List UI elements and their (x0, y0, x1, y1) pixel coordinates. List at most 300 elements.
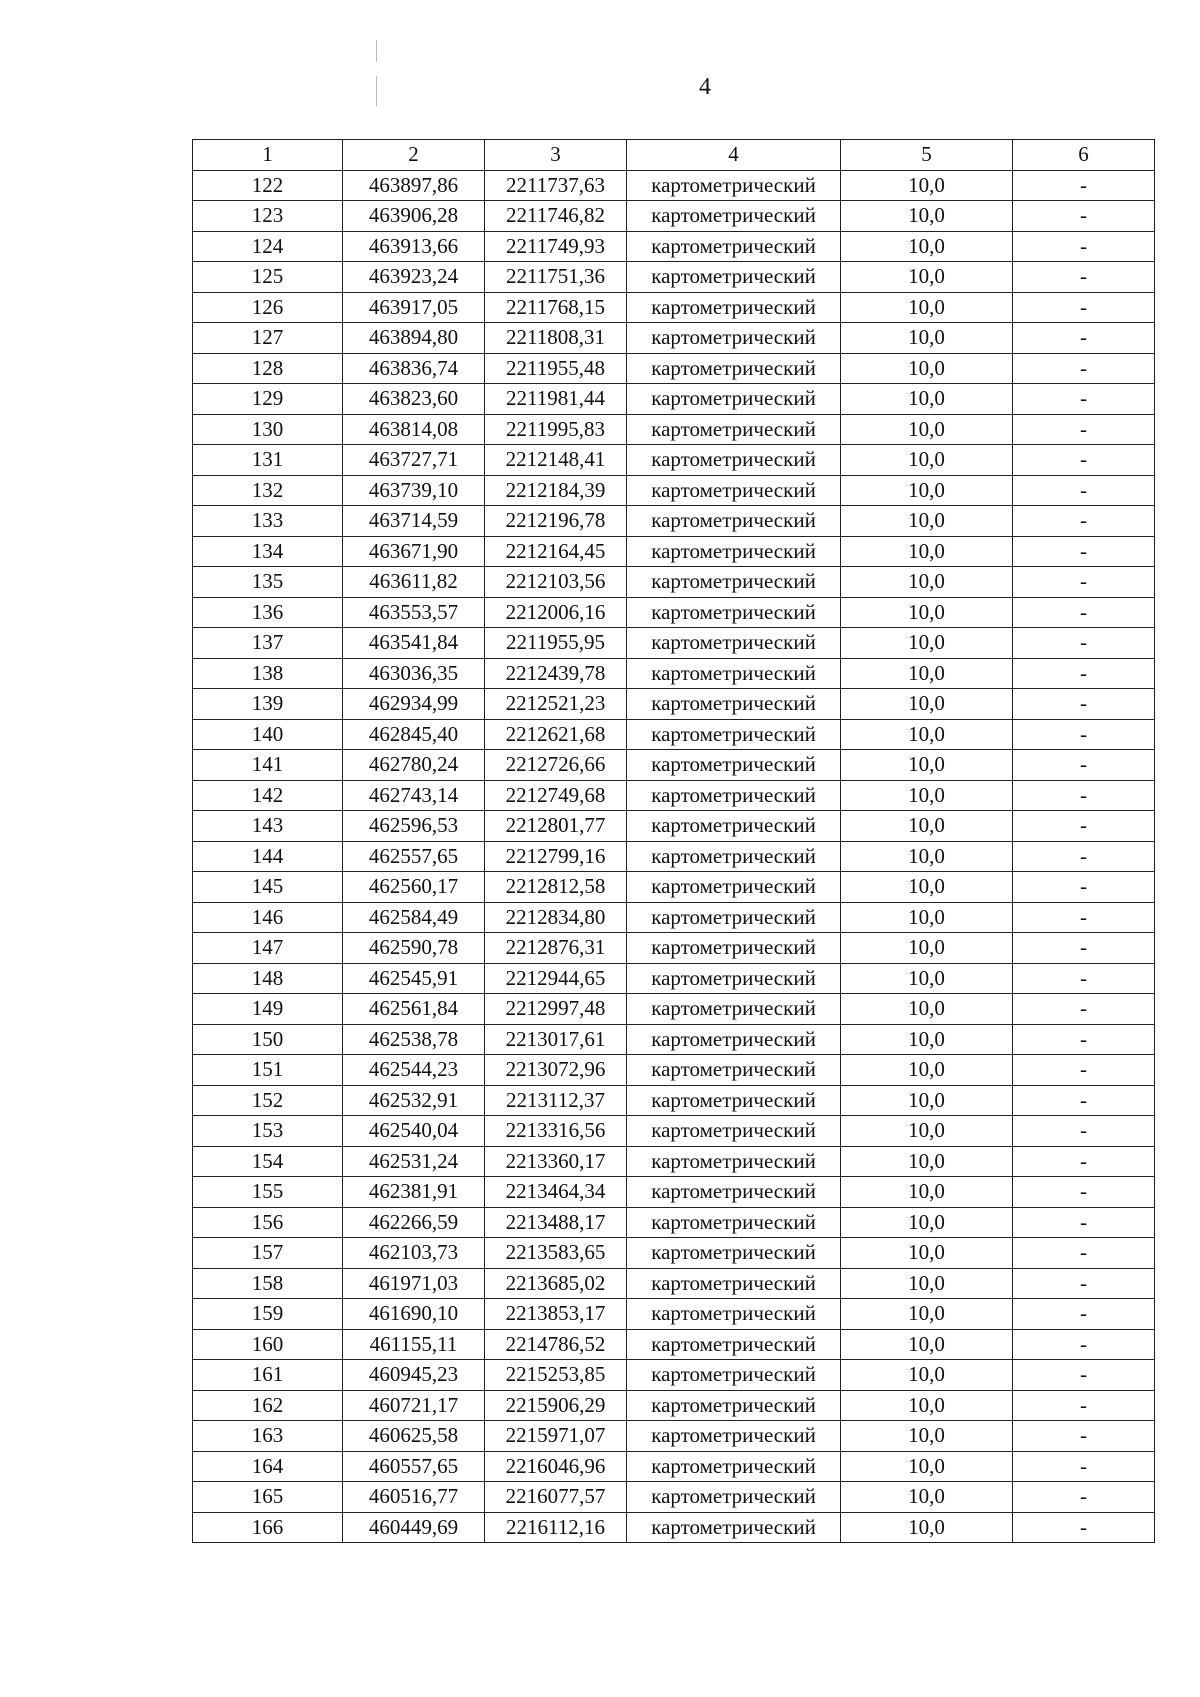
method-cell: картометрический (627, 1451, 841, 1482)
table-row (193, 1329, 1155, 1360)
note-cell: - (1013, 384, 1155, 415)
method-cell: картометрический (627, 567, 841, 598)
method-cell: картометрический (627, 262, 841, 293)
y-coordinate-cell: 2215253,85 (485, 1360, 627, 1391)
note-cell: - (1013, 1360, 1155, 1391)
accuracy-cell: 10,0 (841, 1116, 1013, 1147)
method-cell: картометрический (627, 719, 841, 750)
point-number-cell: 161 (193, 1360, 343, 1391)
point-number-cell: 126 (193, 292, 343, 323)
x-coordinate-cell: 460557,65 (343, 1451, 485, 1482)
x-coordinate-cell: 461971,03 (343, 1268, 485, 1299)
scan-artifact-line (376, 76, 377, 106)
point-number-cell: 127 (193, 323, 343, 354)
table-row (193, 1055, 1155, 1086)
method-cell: картометрический (627, 933, 841, 964)
method-cell: картометрический (627, 1085, 841, 1116)
table-row (193, 872, 1155, 903)
method-cell: картометрический (627, 841, 841, 872)
accuracy-cell: 10,0 (841, 1390, 1013, 1421)
x-coordinate-cell: 462531,24 (343, 1146, 485, 1177)
table-row (193, 811, 1155, 842)
note-cell: - (1013, 628, 1155, 659)
method-cell: картометрический (627, 872, 841, 903)
accuracy-cell: 10,0 (841, 1207, 1013, 1238)
method-cell: картометрический (627, 1329, 841, 1360)
table-row (193, 689, 1155, 720)
x-coordinate-cell: 462596,53 (343, 811, 485, 842)
y-coordinate-cell: 2212148,41 (485, 445, 627, 476)
accuracy-cell: 10,0 (841, 994, 1013, 1025)
note-cell: - (1013, 262, 1155, 293)
table-row (193, 414, 1155, 445)
x-coordinate-cell: 463727,71 (343, 445, 485, 476)
table-row (193, 201, 1155, 232)
note-cell: - (1013, 658, 1155, 689)
note-cell: - (1013, 170, 1155, 201)
method-cell: картометрический (627, 597, 841, 628)
note-cell: - (1013, 841, 1155, 872)
table-row (193, 475, 1155, 506)
table-row (193, 384, 1155, 415)
x-coordinate-cell: 463836,74 (343, 353, 485, 384)
x-coordinate-cell: 463906,28 (343, 201, 485, 232)
table-row (193, 994, 1155, 1025)
method-cell: картометрический (627, 780, 841, 811)
y-coordinate-cell: 2213112,37 (485, 1085, 627, 1116)
accuracy-cell: 10,0 (841, 628, 1013, 659)
point-number-cell: 160 (193, 1329, 343, 1360)
note-cell: - (1013, 1268, 1155, 1299)
note-cell: - (1013, 1451, 1155, 1482)
method-cell: картометрический (627, 384, 841, 415)
accuracy-cell: 10,0 (841, 902, 1013, 933)
note-cell: - (1013, 475, 1155, 506)
table-row (193, 1207, 1155, 1238)
y-coordinate-cell: 2212834,80 (485, 902, 627, 933)
accuracy-cell: 10,0 (841, 567, 1013, 598)
table-row (193, 1268, 1155, 1299)
table-row (193, 231, 1155, 262)
x-coordinate-cell: 463611,82 (343, 567, 485, 598)
point-number-cell: 130 (193, 414, 343, 445)
table-row (193, 323, 1155, 354)
accuracy-cell: 10,0 (841, 1268, 1013, 1299)
y-coordinate-cell: 2211737,63 (485, 170, 627, 201)
y-coordinate-cell: 2211751,36 (485, 262, 627, 293)
accuracy-cell: 10,0 (841, 597, 1013, 628)
method-cell: картометрический (627, 1024, 841, 1055)
scan-artifact-line (376, 40, 377, 62)
note-cell: - (1013, 933, 1155, 964)
note-cell: - (1013, 1390, 1155, 1421)
method-cell: картометрический (627, 811, 841, 842)
x-coordinate-cell: 462103,73 (343, 1238, 485, 1269)
table-row (193, 1512, 1155, 1543)
page-number: 4 (699, 74, 711, 100)
accuracy-cell: 10,0 (841, 689, 1013, 720)
point-number-cell: 124 (193, 231, 343, 262)
method-cell: картометрический (627, 902, 841, 933)
table-row (193, 719, 1155, 750)
method-cell: картометрический (627, 658, 841, 689)
y-coordinate-cell: 2212799,16 (485, 841, 627, 872)
point-number-cell: 152 (193, 1085, 343, 1116)
table-row (193, 963, 1155, 994)
y-coordinate-cell: 2212812,58 (485, 872, 627, 903)
table-row (193, 292, 1155, 323)
y-coordinate-cell: 2212103,56 (485, 567, 627, 598)
note-cell: - (1013, 597, 1155, 628)
x-coordinate-cell: 462266,59 (343, 1207, 485, 1238)
accuracy-cell: 10,0 (841, 1421, 1013, 1452)
note-cell: - (1013, 811, 1155, 842)
table-row (193, 1482, 1155, 1513)
method-cell: картометрический (627, 1055, 841, 1086)
accuracy-cell: 10,0 (841, 1177, 1013, 1208)
y-coordinate-cell: 2213853,17 (485, 1299, 627, 1330)
accuracy-cell: 10,0 (841, 475, 1013, 506)
accuracy-cell: 10,0 (841, 1482, 1013, 1513)
table-row (193, 1238, 1155, 1269)
note-cell: - (1013, 506, 1155, 537)
y-coordinate-cell: 2215906,29 (485, 1390, 627, 1421)
y-coordinate-cell: 2212997,48 (485, 994, 627, 1025)
accuracy-cell: 10,0 (841, 1451, 1013, 1482)
accuracy-cell: 10,0 (841, 292, 1013, 323)
method-cell: картометрический (627, 1482, 841, 1513)
x-coordinate-cell: 460625,58 (343, 1421, 485, 1452)
y-coordinate-cell: 2211808,31 (485, 323, 627, 354)
x-coordinate-cell: 463541,84 (343, 628, 485, 659)
table-row (193, 1299, 1155, 1330)
y-coordinate-cell: 2214786,52 (485, 1329, 627, 1360)
accuracy-cell: 10,0 (841, 963, 1013, 994)
y-coordinate-cell: 2212006,16 (485, 597, 627, 628)
point-number-cell: 158 (193, 1268, 343, 1299)
method-cell: картометрический (627, 628, 841, 659)
method-cell: картометрический (627, 170, 841, 201)
method-cell: картометрический (627, 689, 841, 720)
x-coordinate-cell: 463671,90 (343, 536, 485, 567)
table-row (193, 567, 1155, 598)
x-coordinate-cell: 463897,86 (343, 170, 485, 201)
x-coordinate-cell: 460721,17 (343, 1390, 485, 1421)
accuracy-cell: 10,0 (841, 445, 1013, 476)
point-number-cell: 138 (193, 658, 343, 689)
x-coordinate-cell: 462544,23 (343, 1055, 485, 1086)
y-coordinate-cell: 2213360,17 (485, 1146, 627, 1177)
y-coordinate-cell: 2213464,34 (485, 1177, 627, 1208)
y-coordinate-cell: 2211749,93 (485, 231, 627, 262)
method-cell: картометрический (627, 506, 841, 537)
y-coordinate-cell: 2212196,78 (485, 506, 627, 537)
method-cell: картометрический (627, 1238, 841, 1269)
point-number-cell: 166 (193, 1512, 343, 1543)
note-cell: - (1013, 536, 1155, 567)
point-number-cell: 147 (193, 933, 343, 964)
note-cell: - (1013, 750, 1155, 781)
note-cell: - (1013, 1207, 1155, 1238)
x-coordinate-cell: 463714,59 (343, 506, 485, 537)
header-cell: 5 (841, 140, 1013, 171)
note-cell: - (1013, 231, 1155, 262)
point-number-cell: 155 (193, 1177, 343, 1208)
y-coordinate-cell: 2212164,45 (485, 536, 627, 567)
table-row (193, 353, 1155, 384)
note-cell: - (1013, 1085, 1155, 1116)
note-cell: - (1013, 323, 1155, 354)
note-cell: - (1013, 1421, 1155, 1452)
accuracy-cell: 10,0 (841, 1512, 1013, 1543)
point-number-cell: 123 (193, 201, 343, 232)
point-number-cell: 151 (193, 1055, 343, 1086)
accuracy-cell: 10,0 (841, 506, 1013, 537)
method-cell: картометрический (627, 1512, 841, 1543)
table-row (193, 262, 1155, 293)
accuracy-cell: 10,0 (841, 872, 1013, 903)
x-coordinate-cell: 461690,10 (343, 1299, 485, 1330)
point-number-cell: 146 (193, 902, 343, 933)
method-cell: картометрический (627, 1268, 841, 1299)
table-row (193, 1360, 1155, 1391)
x-coordinate-cell: 463917,05 (343, 292, 485, 323)
accuracy-cell: 10,0 (841, 780, 1013, 811)
note-cell: - (1013, 994, 1155, 1025)
point-number-cell: 125 (193, 262, 343, 293)
accuracy-cell: 10,0 (841, 750, 1013, 781)
y-coordinate-cell: 2216077,57 (485, 1482, 627, 1513)
note-cell: - (1013, 1299, 1155, 1330)
point-number-cell: 134 (193, 536, 343, 567)
y-coordinate-cell: 2212439,78 (485, 658, 627, 689)
method-cell: картометрический (627, 536, 841, 567)
point-number-cell: 141 (193, 750, 343, 781)
accuracy-cell: 10,0 (841, 1085, 1013, 1116)
note-cell: - (1013, 201, 1155, 232)
y-coordinate-cell: 2213488,17 (485, 1207, 627, 1238)
table-row (193, 658, 1155, 689)
table-row (193, 506, 1155, 537)
x-coordinate-cell: 463823,60 (343, 384, 485, 415)
method-cell: картометрический (627, 1299, 841, 1330)
table-row (193, 1116, 1155, 1147)
table-row (193, 933, 1155, 964)
note-cell: - (1013, 1238, 1155, 1269)
table-header-row (193, 140, 1155, 171)
x-coordinate-cell: 463894,80 (343, 323, 485, 354)
table-row (193, 628, 1155, 659)
accuracy-cell: 10,0 (841, 536, 1013, 567)
point-number-cell: 145 (193, 872, 343, 903)
accuracy-cell: 10,0 (841, 170, 1013, 201)
point-number-cell: 135 (193, 567, 343, 598)
y-coordinate-cell: 2216046,96 (485, 1451, 627, 1482)
table-row (193, 750, 1155, 781)
x-coordinate-cell: 462743,14 (343, 780, 485, 811)
table-row (193, 1024, 1155, 1055)
point-number-cell: 150 (193, 1024, 343, 1055)
accuracy-cell: 10,0 (841, 1360, 1013, 1391)
accuracy-cell: 10,0 (841, 933, 1013, 964)
accuracy-cell: 10,0 (841, 384, 1013, 415)
note-cell: - (1013, 445, 1155, 476)
x-coordinate-cell: 462381,91 (343, 1177, 485, 1208)
accuracy-cell: 10,0 (841, 353, 1013, 384)
method-cell: картометрический (627, 414, 841, 445)
point-number-cell: 154 (193, 1146, 343, 1177)
x-coordinate-cell: 462561,84 (343, 994, 485, 1025)
note-cell: - (1013, 1177, 1155, 1208)
note-cell: - (1013, 1329, 1155, 1360)
header-cell: 4 (627, 140, 841, 171)
note-cell: - (1013, 872, 1155, 903)
y-coordinate-cell: 2212876,31 (485, 933, 627, 964)
accuracy-cell: 10,0 (841, 1299, 1013, 1330)
method-cell: картометрический (627, 1207, 841, 1238)
note-cell: - (1013, 1482, 1155, 1513)
method-cell: картометрический (627, 445, 841, 476)
point-number-cell: 140 (193, 719, 343, 750)
point-number-cell: 137 (193, 628, 343, 659)
y-coordinate-cell: 2211768,15 (485, 292, 627, 323)
point-number-cell: 131 (193, 445, 343, 476)
point-number-cell: 157 (193, 1238, 343, 1269)
y-coordinate-cell: 2213583,65 (485, 1238, 627, 1269)
note-cell: - (1013, 1055, 1155, 1086)
point-number-cell: 159 (193, 1299, 343, 1330)
point-number-cell: 149 (193, 994, 343, 1025)
note-cell: - (1013, 292, 1155, 323)
header-cell: 6 (1013, 140, 1155, 171)
method-cell: картометрический (627, 750, 841, 781)
point-number-cell: 165 (193, 1482, 343, 1513)
method-cell: картометрический (627, 323, 841, 354)
x-coordinate-cell: 462538,78 (343, 1024, 485, 1055)
accuracy-cell: 10,0 (841, 323, 1013, 354)
method-cell: картометрический (627, 292, 841, 323)
method-cell: картометрический (627, 231, 841, 262)
y-coordinate-cell: 2211995,83 (485, 414, 627, 445)
point-number-cell: 143 (193, 811, 343, 842)
y-coordinate-cell: 2213072,96 (485, 1055, 627, 1086)
table-row (193, 1146, 1155, 1177)
method-cell: картометрический (627, 1177, 841, 1208)
x-coordinate-cell: 463913,66 (343, 231, 485, 262)
table-row (193, 597, 1155, 628)
x-coordinate-cell: 462780,24 (343, 750, 485, 781)
x-coordinate-cell: 462557,65 (343, 841, 485, 872)
y-coordinate-cell: 2213316,56 (485, 1116, 627, 1147)
x-coordinate-cell: 462584,49 (343, 902, 485, 933)
point-number-cell: 164 (193, 1451, 343, 1482)
y-coordinate-cell: 2212726,66 (485, 750, 627, 781)
x-coordinate-cell: 463814,08 (343, 414, 485, 445)
x-coordinate-cell: 463923,24 (343, 262, 485, 293)
note-cell: - (1013, 963, 1155, 994)
method-cell: картометрический (627, 353, 841, 384)
note-cell: - (1013, 719, 1155, 750)
coordinates-table (192, 139, 1155, 1543)
point-number-cell: 162 (193, 1390, 343, 1421)
method-cell: картометрический (627, 994, 841, 1025)
accuracy-cell: 10,0 (841, 841, 1013, 872)
point-number-cell: 153 (193, 1116, 343, 1147)
method-cell: картометрический (627, 1146, 841, 1177)
table-body (193, 140, 1155, 1543)
point-number-cell: 142 (193, 780, 343, 811)
method-cell: картометрический (627, 475, 841, 506)
point-number-cell: 136 (193, 597, 343, 628)
y-coordinate-cell: 2216112,16 (485, 1512, 627, 1543)
y-coordinate-cell: 2211746,82 (485, 201, 627, 232)
point-number-cell: 144 (193, 841, 343, 872)
y-coordinate-cell: 2212184,39 (485, 475, 627, 506)
point-number-cell: 128 (193, 353, 343, 384)
method-cell: картометрический (627, 1116, 841, 1147)
header-cell: 2 (343, 140, 485, 171)
point-number-cell: 148 (193, 963, 343, 994)
accuracy-cell: 10,0 (841, 1238, 1013, 1269)
table-row (193, 536, 1155, 567)
table-row (193, 1085, 1155, 1116)
header-cell: 3 (485, 140, 627, 171)
table-row (193, 445, 1155, 476)
x-coordinate-cell: 460945,23 (343, 1360, 485, 1391)
method-cell: картометрический (627, 963, 841, 994)
y-coordinate-cell: 2211955,95 (485, 628, 627, 659)
note-cell: - (1013, 902, 1155, 933)
x-coordinate-cell: 463553,57 (343, 597, 485, 628)
x-coordinate-cell: 462560,17 (343, 872, 485, 903)
x-coordinate-cell: 461155,11 (343, 1329, 485, 1360)
note-cell: - (1013, 780, 1155, 811)
accuracy-cell: 10,0 (841, 231, 1013, 262)
x-coordinate-cell: 463739,10 (343, 475, 485, 506)
y-coordinate-cell: 2213685,02 (485, 1268, 627, 1299)
y-coordinate-cell: 2211955,48 (485, 353, 627, 384)
point-number-cell: 132 (193, 475, 343, 506)
table-row (193, 1390, 1155, 1421)
point-number-cell: 122 (193, 170, 343, 201)
table-row (193, 780, 1155, 811)
table-row (193, 1421, 1155, 1452)
table-row (193, 902, 1155, 933)
y-coordinate-cell: 2213017,61 (485, 1024, 627, 1055)
point-number-cell: 133 (193, 506, 343, 537)
method-cell: картометрический (627, 1390, 841, 1421)
x-coordinate-cell: 463036,35 (343, 658, 485, 689)
accuracy-cell: 10,0 (841, 1329, 1013, 1360)
accuracy-cell: 10,0 (841, 262, 1013, 293)
y-coordinate-cell: 2212521,23 (485, 689, 627, 720)
y-coordinate-cell: 2212801,77 (485, 811, 627, 842)
table-row (193, 1451, 1155, 1482)
method-cell: картометрический (627, 1360, 841, 1391)
x-coordinate-cell: 460449,69 (343, 1512, 485, 1543)
note-cell: - (1013, 1512, 1155, 1543)
table-row (193, 841, 1155, 872)
x-coordinate-cell: 460516,77 (343, 1482, 485, 1513)
accuracy-cell: 10,0 (841, 1055, 1013, 1086)
table-row (193, 1177, 1155, 1208)
x-coordinate-cell: 462934,99 (343, 689, 485, 720)
note-cell: - (1013, 689, 1155, 720)
accuracy-cell: 10,0 (841, 414, 1013, 445)
accuracy-cell: 10,0 (841, 719, 1013, 750)
note-cell: - (1013, 1146, 1155, 1177)
accuracy-cell: 10,0 (841, 1024, 1013, 1055)
